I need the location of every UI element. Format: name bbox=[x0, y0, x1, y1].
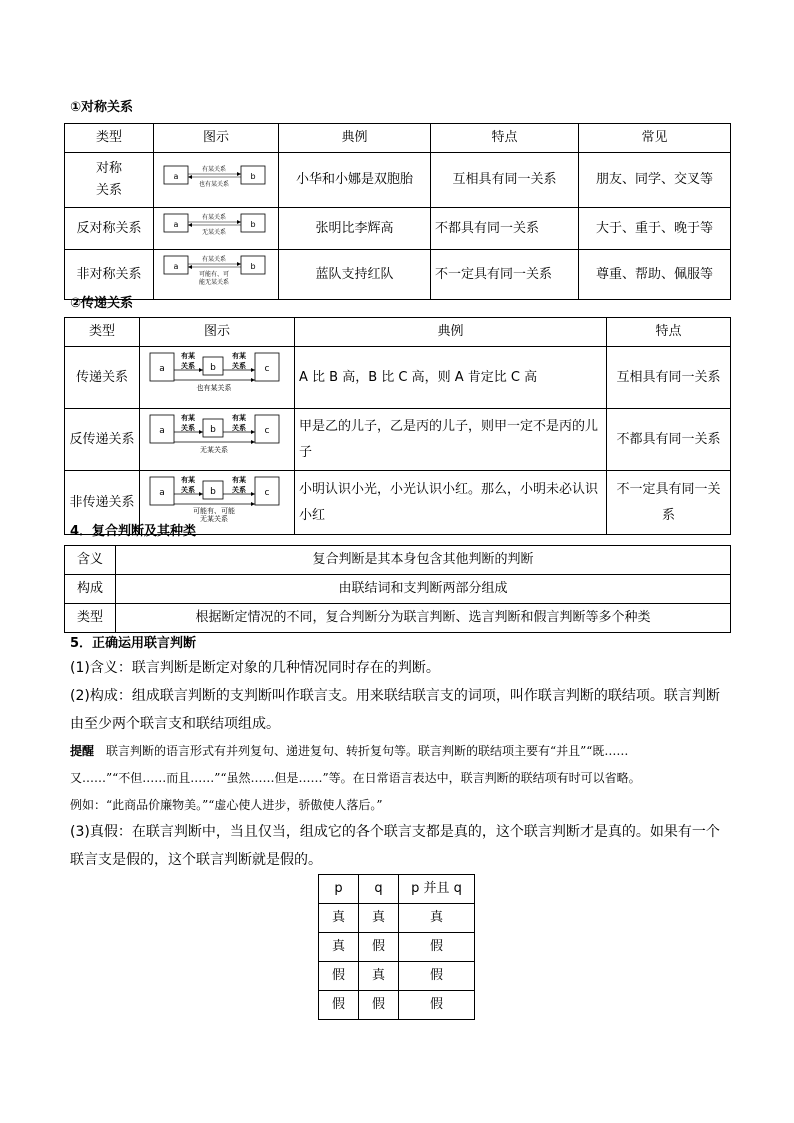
arrow-top-label: 有某 bbox=[232, 476, 246, 484]
type-cell: 非传递关系 bbox=[65, 471, 140, 535]
table-cell: 真 bbox=[319, 933, 359, 962]
box-a-label: a bbox=[159, 488, 165, 498]
arrow-top-label: 有某 bbox=[181, 476, 195, 484]
table-row bbox=[319, 904, 475, 933]
example-cell: A 比 B 高，B 比 C 高，则 A 肯定比 C 高 bbox=[295, 347, 607, 409]
row-content: 由联结词和支判断两部分组成 bbox=[116, 575, 731, 604]
arrow-top-label: 有某 bbox=[232, 414, 246, 422]
arrow-top-label-2: 关系 bbox=[232, 424, 246, 432]
transitive-diagram bbox=[147, 347, 287, 397]
box-b-label: b bbox=[250, 262, 256, 271]
box-b-label: b bbox=[210, 363, 216, 373]
box-b-label: b bbox=[210, 425, 216, 435]
arrow-bottom-label: 也有某关系 bbox=[198, 180, 230, 188]
arrow-bottom-label: 可能有、可 bbox=[198, 271, 230, 278]
common-cell: 朋友、同学、交叉等 bbox=[579, 153, 731, 208]
nonsymmetric-diagram bbox=[161, 250, 271, 288]
diagram-cell bbox=[140, 409, 295, 471]
col-header: p bbox=[319, 875, 359, 904]
arrow-top-label-2: 关系 bbox=[181, 362, 195, 370]
table-row bbox=[65, 546, 731, 575]
table-cell: 假 bbox=[399, 962, 475, 991]
table-cell: 假 bbox=[319, 991, 359, 1020]
common-cell: 尊重、帮助、佩服等 bbox=[579, 250, 731, 300]
row-content: 复合判断是其本身包含其他判断的判断 bbox=[116, 546, 731, 575]
col-header: 图示 bbox=[154, 124, 279, 153]
symmetric-relation-table bbox=[64, 123, 731, 300]
arrow-top-label: 有某关系 bbox=[201, 165, 227, 173]
table-row bbox=[65, 409, 731, 471]
type-cell: 对称 关系 bbox=[65, 153, 154, 208]
table-cell: 真 bbox=[399, 904, 475, 933]
transitive-relation-table bbox=[64, 317, 731, 535]
arrow-top-label: 有某关系 bbox=[201, 214, 227, 221]
row-label: 构成 bbox=[65, 575, 116, 604]
box-b-label: b bbox=[210, 487, 216, 497]
section4-heading: 4．复合判断及其种类 bbox=[70, 524, 197, 539]
row-label: 含义 bbox=[65, 546, 116, 575]
diagram-cell bbox=[154, 153, 279, 208]
box-a-label: a bbox=[159, 364, 165, 374]
arrow-bottom-label: 也有某关系 bbox=[196, 384, 232, 392]
box-a-label: a bbox=[173, 171, 179, 181]
row-label: 类型 bbox=[65, 604, 116, 633]
table-cell: 真 bbox=[359, 904, 399, 933]
antisymmetric-diagram bbox=[161, 208, 271, 238]
feature-cell: 不都具有同一关系 bbox=[607, 409, 731, 471]
table-row bbox=[65, 250, 731, 300]
diagram-cell bbox=[154, 250, 279, 300]
arrow-top-label: 有某 bbox=[232, 352, 246, 360]
arrow-top-label: 有某 bbox=[181, 414, 195, 422]
feature-cell: 互相具有同一关系 bbox=[431, 153, 579, 208]
type-cell: 传递关系 bbox=[65, 347, 140, 409]
table-cell: 假 bbox=[359, 991, 399, 1020]
table-row bbox=[65, 153, 731, 208]
table-cell: 假 bbox=[319, 962, 359, 991]
example-cell: 甲是乙的儿子，乙是丙的儿子，则甲一定不是丙的儿子 bbox=[295, 409, 607, 471]
tip-line3: 例如：“此商品价廉物美。”“虚心使人进步，骄傲使人落后。” bbox=[70, 798, 383, 812]
arrow-bottom-label: 无某关系 bbox=[200, 446, 228, 454]
definition-paragraph: (1)含义：联言判断是断定对象的几种情况同时存在的判断。 bbox=[70, 660, 440, 676]
nontransitive-diagram bbox=[147, 471, 287, 523]
symmetric-diagram bbox=[161, 160, 271, 190]
box-b-label: b bbox=[250, 171, 256, 181]
compound-judgment-table bbox=[64, 545, 731, 633]
table-cell: 假 bbox=[399, 991, 475, 1020]
example-cell: 蓝队支持红队 bbox=[279, 250, 431, 300]
arrow-top-label: 有某 bbox=[181, 352, 195, 360]
type-cell: 反传递关系 bbox=[65, 409, 140, 471]
section1-heading: ①对称关系 bbox=[70, 100, 134, 115]
diagram-cell bbox=[140, 347, 295, 409]
table-cell: 假 bbox=[359, 933, 399, 962]
table-row bbox=[65, 347, 731, 409]
arrow-bottom-label: 可能有、可能 bbox=[193, 507, 235, 515]
table-row bbox=[319, 962, 475, 991]
col-header: 图示 bbox=[140, 318, 295, 347]
col-header: 典例 bbox=[295, 318, 607, 347]
arrow-top-label: 有某关系 bbox=[201, 256, 227, 263]
common-cell: 大于、重于、晚于等 bbox=[579, 208, 731, 250]
box-c-label: c bbox=[264, 364, 270, 374]
col-header: q bbox=[359, 875, 399, 904]
table-row bbox=[65, 575, 731, 604]
col-header: p 并且 q bbox=[399, 875, 475, 904]
example-cell: 小明认识小光，小光认识小红。那么，小明未必认识小红 bbox=[295, 471, 607, 535]
box-a-label: a bbox=[173, 220, 179, 229]
col-header: 特点 bbox=[607, 318, 731, 347]
feature-cell: 不一定具有同一关系 bbox=[431, 250, 579, 300]
tip-line2: 又……”“不但……而且……”“虽然……但是……”等。在日常语言表达中，联言判断的联结项有时可以省略。 bbox=[70, 771, 641, 785]
feature-cell: 互相具有同一关系 bbox=[607, 347, 731, 409]
arrow-top-label-2: 关系 bbox=[181, 486, 195, 494]
col-header: 类型 bbox=[65, 318, 140, 347]
truth-paragraph-line1: (3)真假：在联言判断中，当且仅当，组成它的各个联言支都是真的，这个联言判断才是真的。如果有一个 bbox=[70, 824, 720, 840]
arrow-bottom-label-2: 能无某关系 bbox=[198, 279, 230, 286]
box-a-label: a bbox=[173, 262, 179, 271]
box-b-label: b bbox=[250, 220, 256, 229]
col-header: 典例 bbox=[279, 124, 431, 153]
example-cell: 张明比李辉高 bbox=[279, 208, 431, 250]
example-cell: 小华和小娜是双胞胎 bbox=[279, 153, 431, 208]
row-content: 根据断定情况的不同，复合判断分为联言判断、选言判断和假言判断等多个种类 bbox=[116, 604, 731, 633]
box-c-label: c bbox=[264, 426, 270, 436]
feature-cell: 不一定具有同一关系 bbox=[607, 471, 731, 535]
tip-label: 提醒 bbox=[70, 744, 95, 758]
structure-paragraph-line2: 由至少两个联言支和联结项组成。 bbox=[70, 716, 280, 732]
col-header: 特点 bbox=[431, 124, 579, 153]
arrow-bottom-label-2: 无某关系 bbox=[200, 515, 228, 523]
arrow-bottom-label: 无某关系 bbox=[201, 229, 227, 236]
feature-cell: 不都具有同一关系 bbox=[431, 208, 579, 250]
type-cell: 非对称关系 bbox=[65, 250, 154, 300]
section5-heading: 5．正确运用联言判断 bbox=[70, 636, 197, 651]
col-header: 常见 bbox=[579, 124, 731, 153]
table-cell: 假 bbox=[399, 933, 475, 962]
table-cell: 真 bbox=[319, 904, 359, 933]
type-cell: 反对称关系 bbox=[65, 208, 154, 250]
section2-heading: ②传递关系 bbox=[70, 296, 134, 311]
diagram-cell bbox=[154, 208, 279, 250]
table-row bbox=[65, 604, 731, 633]
col-header: 类型 bbox=[65, 124, 154, 153]
antitransitive-diagram bbox=[147, 409, 287, 459]
box-c-label: c bbox=[264, 488, 270, 498]
structure-paragraph-line1: (2)构成：组成联言判断的支判断叫作联言支。用来联结联言支的词项，叫作联言判断的联结项。联言判断 bbox=[70, 688, 720, 704]
arrow-top-label-2: 关系 bbox=[232, 362, 246, 370]
arrow-top-label-2: 关系 bbox=[232, 486, 246, 494]
truth-paragraph-line2: 联言支是假的，这个联言判断就是假的。 bbox=[70, 852, 322, 868]
table-row bbox=[319, 991, 475, 1020]
table-row bbox=[65, 208, 731, 250]
table-cell: 真 bbox=[359, 962, 399, 991]
table-row bbox=[319, 933, 475, 962]
tip-line1: 提醒 联言判断的语言形式有并列复句、递进复句、转折复句等。联言判断的联结项主要有“并且”“既…… bbox=[70, 744, 629, 758]
truth-table bbox=[318, 874, 475, 1020]
box-a-label: a bbox=[159, 426, 165, 436]
arrow-top-label-2: 关系 bbox=[181, 424, 195, 432]
